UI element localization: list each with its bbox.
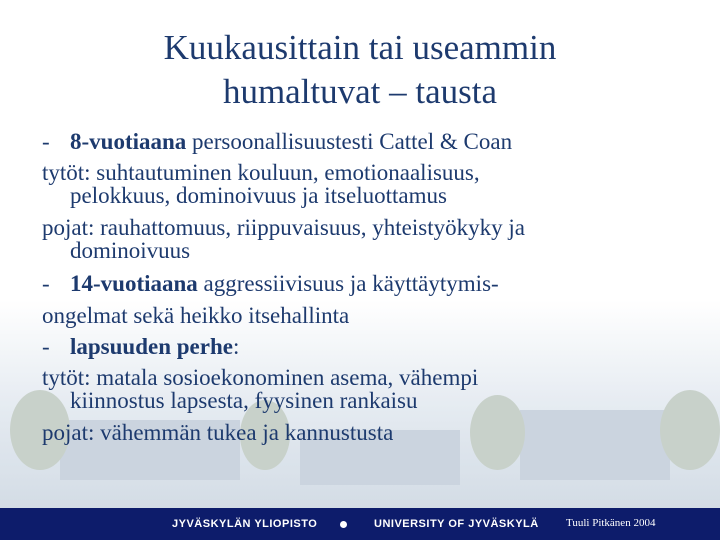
girls-traits-line-2: pelokkuus, dominoivuus ja itseluottamus (70, 183, 447, 208)
boys-traits-line-1: pojat: rauhattomuus, riippuvaisuus, yhteistyökyky ja (42, 215, 525, 240)
bullet-dash: - (42, 334, 50, 359)
bullet-bold-14-years: 14-vuotiaana (70, 271, 198, 296)
bullet-8-years (42, 126, 702, 158)
girls-traits-line-1: tytöt: suhtautuminen kouluun, emotionaalisuus, (42, 160, 480, 185)
bullet-text-8-years: persoonallisuustesti Cattel & Coan (186, 129, 513, 154)
family-girls-line-1: tytöt: matala sosioekonominen asema, vähempi (42, 365, 479, 390)
slide-title (60, 26, 660, 114)
footer-author: Tuuli Pitkänen 2004 (566, 517, 656, 529)
bullet-childhood-family (42, 331, 702, 363)
bullet-bold-8-years: 8-vuotiaana (70, 129, 187, 154)
footer-separator-dot (340, 521, 347, 528)
bullet-dash: - (42, 271, 50, 296)
title-line-2: humaltuvat – tausta (222, 72, 498, 111)
title-line-1: Kuukausittain tai useammin (163, 28, 557, 67)
footer-university-fi: JYVÄSKYLÄN YLIOPISTO (172, 518, 318, 530)
slide-body (42, 126, 702, 447)
bullet-text-14-years: aggressiivisuus ja käyttäytymis- (197, 271, 499, 296)
family-girls-line-2: kiinnostus lapsesta, fyysinen rankaisu (70, 388, 418, 413)
bullet-text-childhood-family: : (232, 334, 240, 359)
bullet-dash: - (42, 129, 50, 154)
footer-bar (0, 508, 720, 540)
bullet-bold-childhood-family: lapsuuden perhe (70, 334, 233, 359)
footer-university-en: UNIVERSITY OF JYVÄSKYLÄ (374, 518, 539, 530)
boys-traits-line-2: dominoivuus (70, 238, 191, 263)
bullet-14-years (42, 268, 702, 300)
behavior-problems-line: ongelmat sekä heikko itsehallinta (42, 303, 350, 328)
family-boys-line: pojat: vähemmän tukea ja kannustusta (42, 420, 394, 445)
